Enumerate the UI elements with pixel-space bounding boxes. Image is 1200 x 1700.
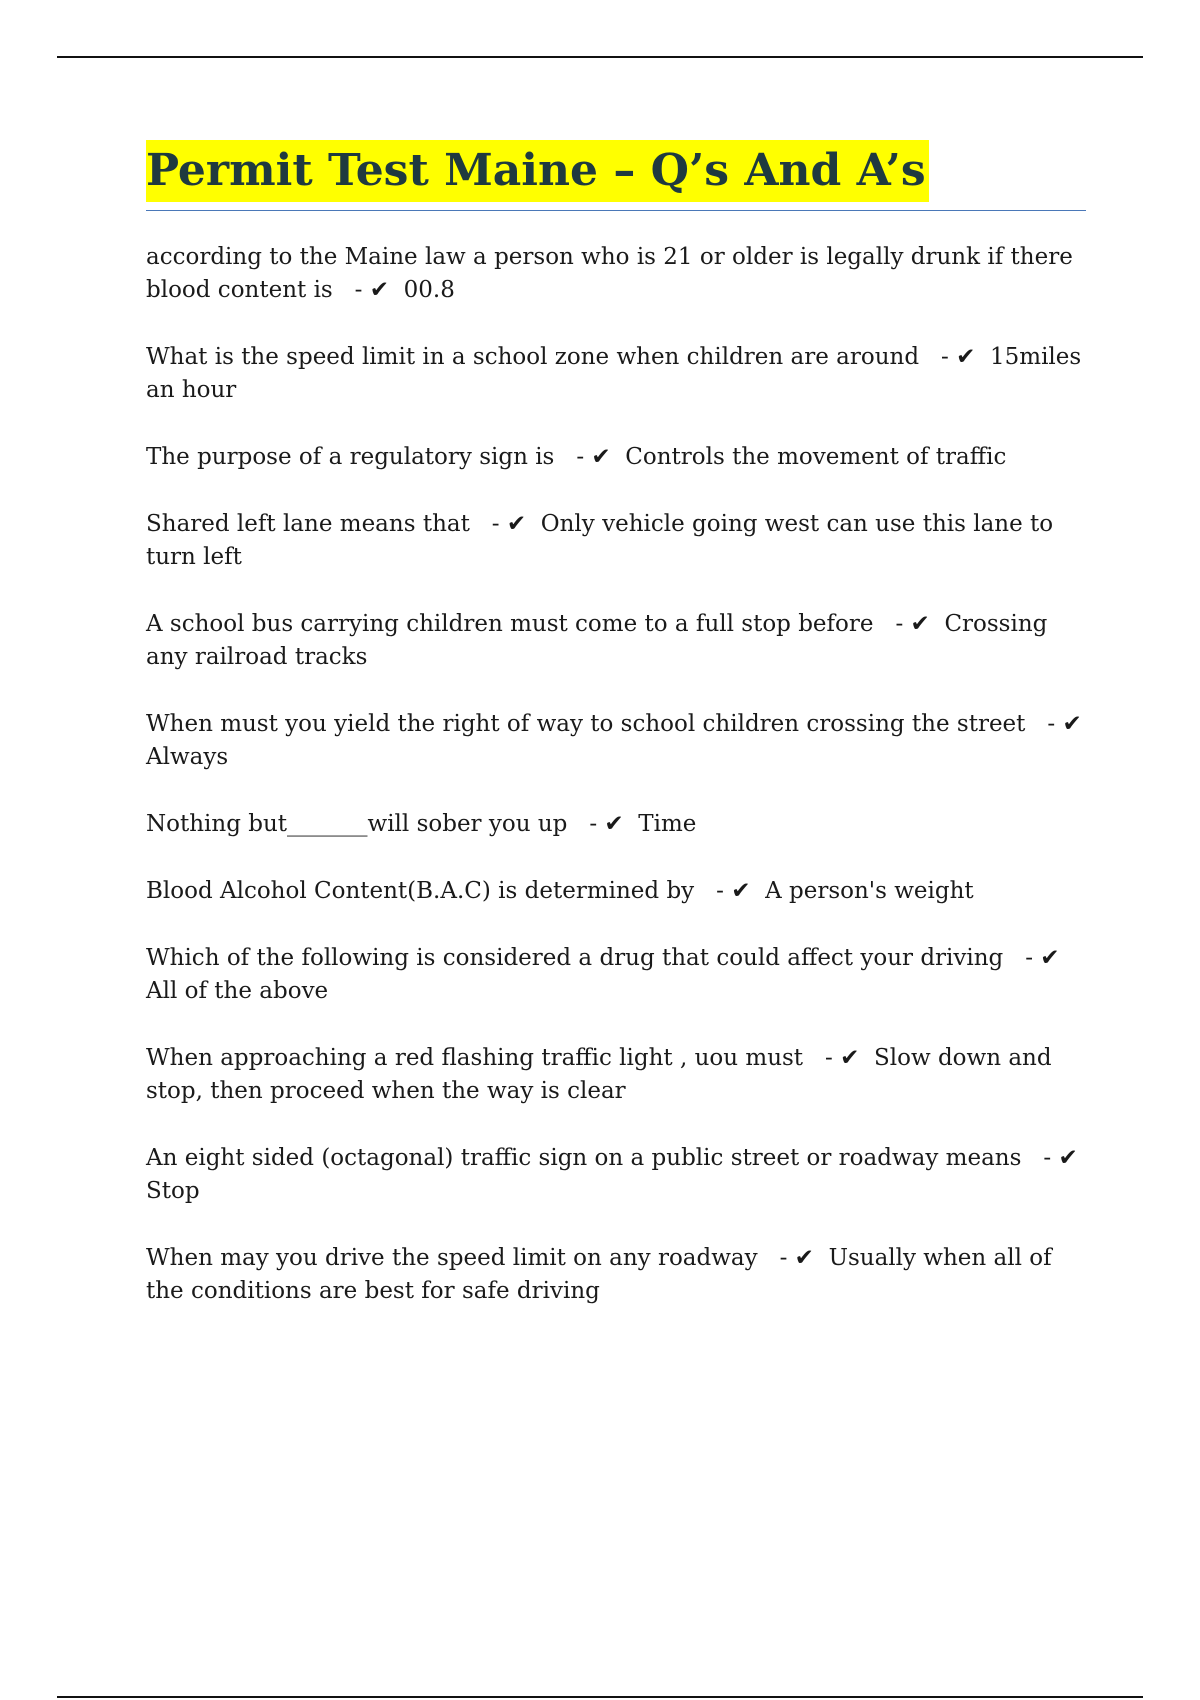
title-block — [146, 140, 1086, 211]
qa-item — [146, 708, 1086, 774]
question-text: Shared left lane means that — [146, 511, 470, 537]
answer-text: All of the above — [146, 978, 329, 1004]
qa-item — [146, 1142, 1086, 1208]
check-icon: - ✔ — [589, 811, 624, 837]
answer-text: 00.8 — [403, 277, 455, 303]
answer-text: A person's weight — [765, 878, 974, 904]
check-icon: - ✔ — [895, 611, 930, 637]
qa-item — [146, 241, 1086, 307]
page-title: Permit Test Maine – Q’s And A’s — [146, 140, 929, 202]
question-text: A school bus carrying children must come to a full stop before — [146, 611, 874, 637]
check-icon: - ✔ — [354, 277, 390, 303]
answer-text: Controls the movement of traffic — [625, 444, 1007, 470]
qa-item — [146, 1042, 1086, 1108]
qa-item — [146, 942, 1086, 1008]
document-body — [146, 140, 1089, 1342]
qa-list — [146, 241, 1089, 1308]
qa-item — [146, 441, 1086, 474]
question-text: The purpose of a regulatory sign is — [146, 444, 555, 470]
qa-item — [146, 1242, 1086, 1308]
qa-item — [146, 808, 1086, 841]
answer-text: 15miles an hour — [146, 344, 1089, 403]
answer-text: Slow down and stop, then proceed when the way is clear — [146, 1045, 1059, 1104]
answer-text: Usually when all of the conditions are best for safe driving — [146, 1245, 1059, 1304]
check-icon: - ✔ — [1047, 711, 1082, 737]
question-text: according to the Maine law a person who is 21 or older is legally drunk if there blood content is — [146, 244, 1081, 303]
question-text: When approaching a red flashing traffic light , uou must — [146, 1045, 804, 1071]
answer-text: Always — [146, 744, 229, 770]
answer-text: Stop — [146, 1178, 200, 1204]
check-icon: - ✔ — [576, 444, 611, 470]
check-icon: - ✔ — [941, 344, 976, 370]
bottom-rule — [57, 1696, 1143, 1698]
qa-item — [146, 508, 1086, 574]
check-icon: - ✔ — [1043, 1145, 1078, 1171]
question-text: When may you drive the speed limit on any roadway — [146, 1245, 758, 1271]
check-icon: - ✔ — [1025, 945, 1060, 971]
question-text: When must you yield the right of way to school children crossing the street — [146, 711, 1026, 737]
check-icon: - ✔ — [825, 1045, 860, 1071]
answer-text: Only vehicle going west can use this lane to turn left — [146, 511, 1061, 570]
question-text: What is the speed limit in a school zone when children are around — [146, 344, 920, 370]
check-icon: - ✔ — [779, 1245, 814, 1271]
question-text: An eight sided (octagonal) traffic sign on a public street or roadway means — [146, 1145, 1022, 1171]
answer-text: Time — [638, 811, 697, 837]
qa-item — [146, 875, 1086, 908]
qa-item — [146, 608, 1086, 674]
question-text: Blood Alcohol Content(B.A.C) is determined by — [146, 878, 695, 904]
answer-text: Crossing any railroad tracks — [146, 611, 1055, 670]
top-rule — [57, 56, 1143, 58]
check-icon: - ✔ — [491, 511, 527, 537]
question-text: Nothing but_______will sober you up — [146, 811, 568, 837]
check-icon: - ✔ — [716, 878, 751, 904]
question-text: Which of the following is considered a drug that could affect your driving — [146, 945, 1004, 971]
qa-item — [146, 341, 1089, 407]
